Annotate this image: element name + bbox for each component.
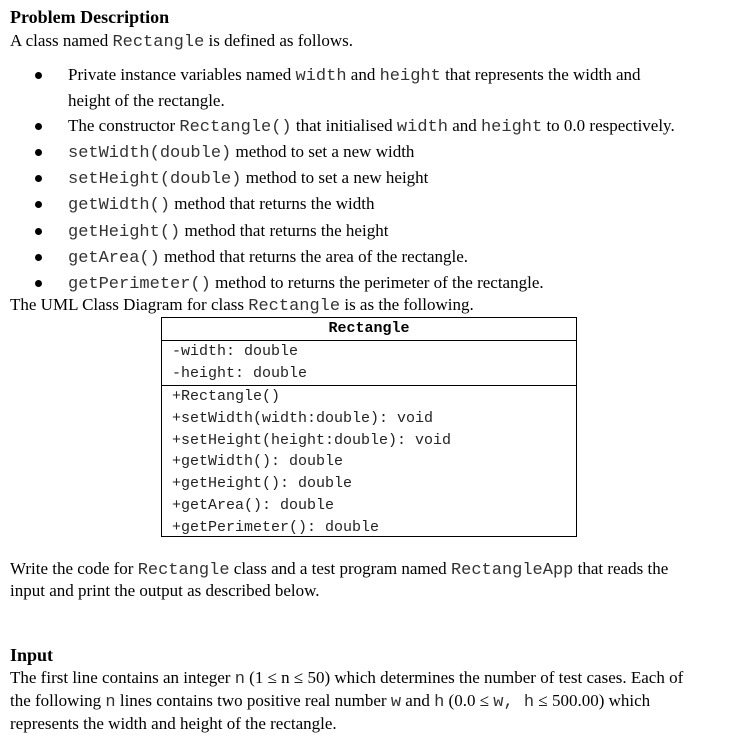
bullet-text: method that returns the area of the rectangle.	[159, 247, 469, 267]
task-pre: Write the code for	[10, 559, 138, 578]
bullet-dot-icon	[35, 228, 42, 235]
bullet-dot-icon	[35, 201, 42, 208]
bullet-code: width	[396, 117, 448, 137]
uml-intro-post: is as the following.	[340, 295, 474, 314]
uml-class-name: Rectangle	[162, 318, 576, 341]
uml-method: +getWidth(): double	[172, 453, 344, 471]
bullet-item	[68, 140, 675, 166]
input-line-3: represents the width and height of the rectangle.	[10, 714, 337, 733]
task-mid: class and a test program named	[229, 559, 451, 578]
bullet-text: that represents the width and	[440, 65, 641, 84]
problem-heading: Problem Description	[10, 7, 170, 27]
bullet-dot-icon	[35, 123, 42, 130]
intro-code: Rectangle	[112, 33, 205, 52]
bullet-code: getArea()	[68, 249, 160, 269]
bullet-text: method that returns the width	[170, 194, 375, 214]
bullet-text: The constructor	[68, 115, 180, 135]
input-l2-code-h: h	[434, 693, 445, 712]
uml-intro-code: Rectangle	[248, 297, 341, 316]
bullet-code: height	[480, 117, 543, 137]
bullet-text: method to set a new width	[231, 141, 415, 161]
bullet-code: setHeight(double)	[68, 170, 242, 190]
uml-method: +getPerimeter(): double	[172, 518, 380, 536]
bullet-code: width	[295, 67, 347, 86]
uml-intro-pre: The UML Class Diagram for class	[10, 295, 249, 314]
input-l2-mid2: and	[401, 691, 435, 710]
input-l2-code-wh: w, h	[493, 693, 535, 712]
uml-methods	[162, 386, 576, 539]
input-l2-mid1: lines contains two positive real number	[115, 691, 391, 710]
uml-method: +setHeight(height:double): void	[172, 431, 452, 449]
requirements-list	[68, 63, 675, 298]
bullet-item	[68, 192, 675, 218]
bullet-text: method that returns the height	[180, 220, 389, 240]
uml-attribute: -height: double	[172, 365, 308, 382]
task-code-2: RectangleApp	[450, 561, 574, 580]
input-heading: Input	[10, 645, 54, 665]
intro-text-post: is defined as follows.	[204, 31, 354, 50]
bullet-text: height of the rectangle.	[68, 91, 225, 111]
uml-attributes	[162, 341, 576, 386]
input-l2-code-w: w	[390, 693, 402, 712]
input-l1-code: n	[234, 670, 245, 689]
bullet-text: that initialised	[291, 115, 397, 135]
uml-method: +getArea(): double	[172, 496, 335, 514]
bullet-item	[68, 63, 675, 89]
uml-method: +Rectangle()	[172, 388, 281, 405]
task-line-1	[10, 558, 668, 582]
bullet-text: and	[447, 115, 481, 135]
uml-attribute: -width: double	[172, 343, 299, 360]
input-line-2	[10, 690, 650, 714]
input-l1-post: (1 ≤ n ≤ 50) which determines the number of test cases. Each of	[244, 668, 684, 687]
uml-method: +getHeight(): double	[172, 475, 353, 493]
input-l2-code-n: n	[105, 693, 116, 712]
bullet-dot-icon	[35, 175, 42, 182]
bullet-item	[68, 245, 675, 271]
bullet-code: setWidth(double)	[68, 143, 232, 163]
bullet-item	[68, 219, 675, 245]
bullet-code: getPerimeter()	[68, 275, 211, 295]
task-code-1: Rectangle	[137, 561, 230, 580]
bullet-code: height	[379, 67, 441, 86]
bullet-item	[68, 114, 675, 140]
bullet-text: and	[346, 65, 380, 84]
task-post: that reads the	[573, 559, 669, 578]
input-l1-pre: The first line contains an integer	[10, 668, 235, 687]
bullet-text: method to set a new height	[241, 168, 429, 188]
bullet-code: Rectangle()	[179, 117, 292, 137]
bullet-dot-icon	[35, 280, 42, 287]
task-line-2: input and print the output as described below.	[10, 581, 320, 600]
bullet-code: getWidth()	[68, 196, 171, 216]
bullet-dot-icon	[35, 254, 42, 261]
bullet-dot-icon	[35, 149, 42, 156]
uml-method: +setWidth(width:double): void	[172, 409, 434, 427]
bullet-text: to 0.0 respectively.	[542, 115, 675, 135]
bullet-code: getHeight()	[68, 222, 181, 242]
input-l2-post: ≤ 500.00) which	[534, 691, 651, 710]
bullet-text: method to returns the perimeter of the rectangle.	[210, 273, 544, 293]
bullet-dot-icon	[35, 72, 42, 79]
input-l2-pre: the following	[10, 691, 106, 710]
input-l2-mid3: (0.0 ≤	[444, 691, 494, 710]
intro-line	[10, 30, 353, 54]
input-line-1	[10, 667, 683, 691]
uml-intro-line	[10, 294, 474, 318]
bullet-item	[68, 166, 675, 192]
intro-text-pre: A class named	[10, 31, 113, 50]
bullet-continuation	[68, 89, 675, 113]
uml-class-diagram	[161, 317, 577, 537]
bullet-text: Private instance variables named	[68, 65, 296, 84]
